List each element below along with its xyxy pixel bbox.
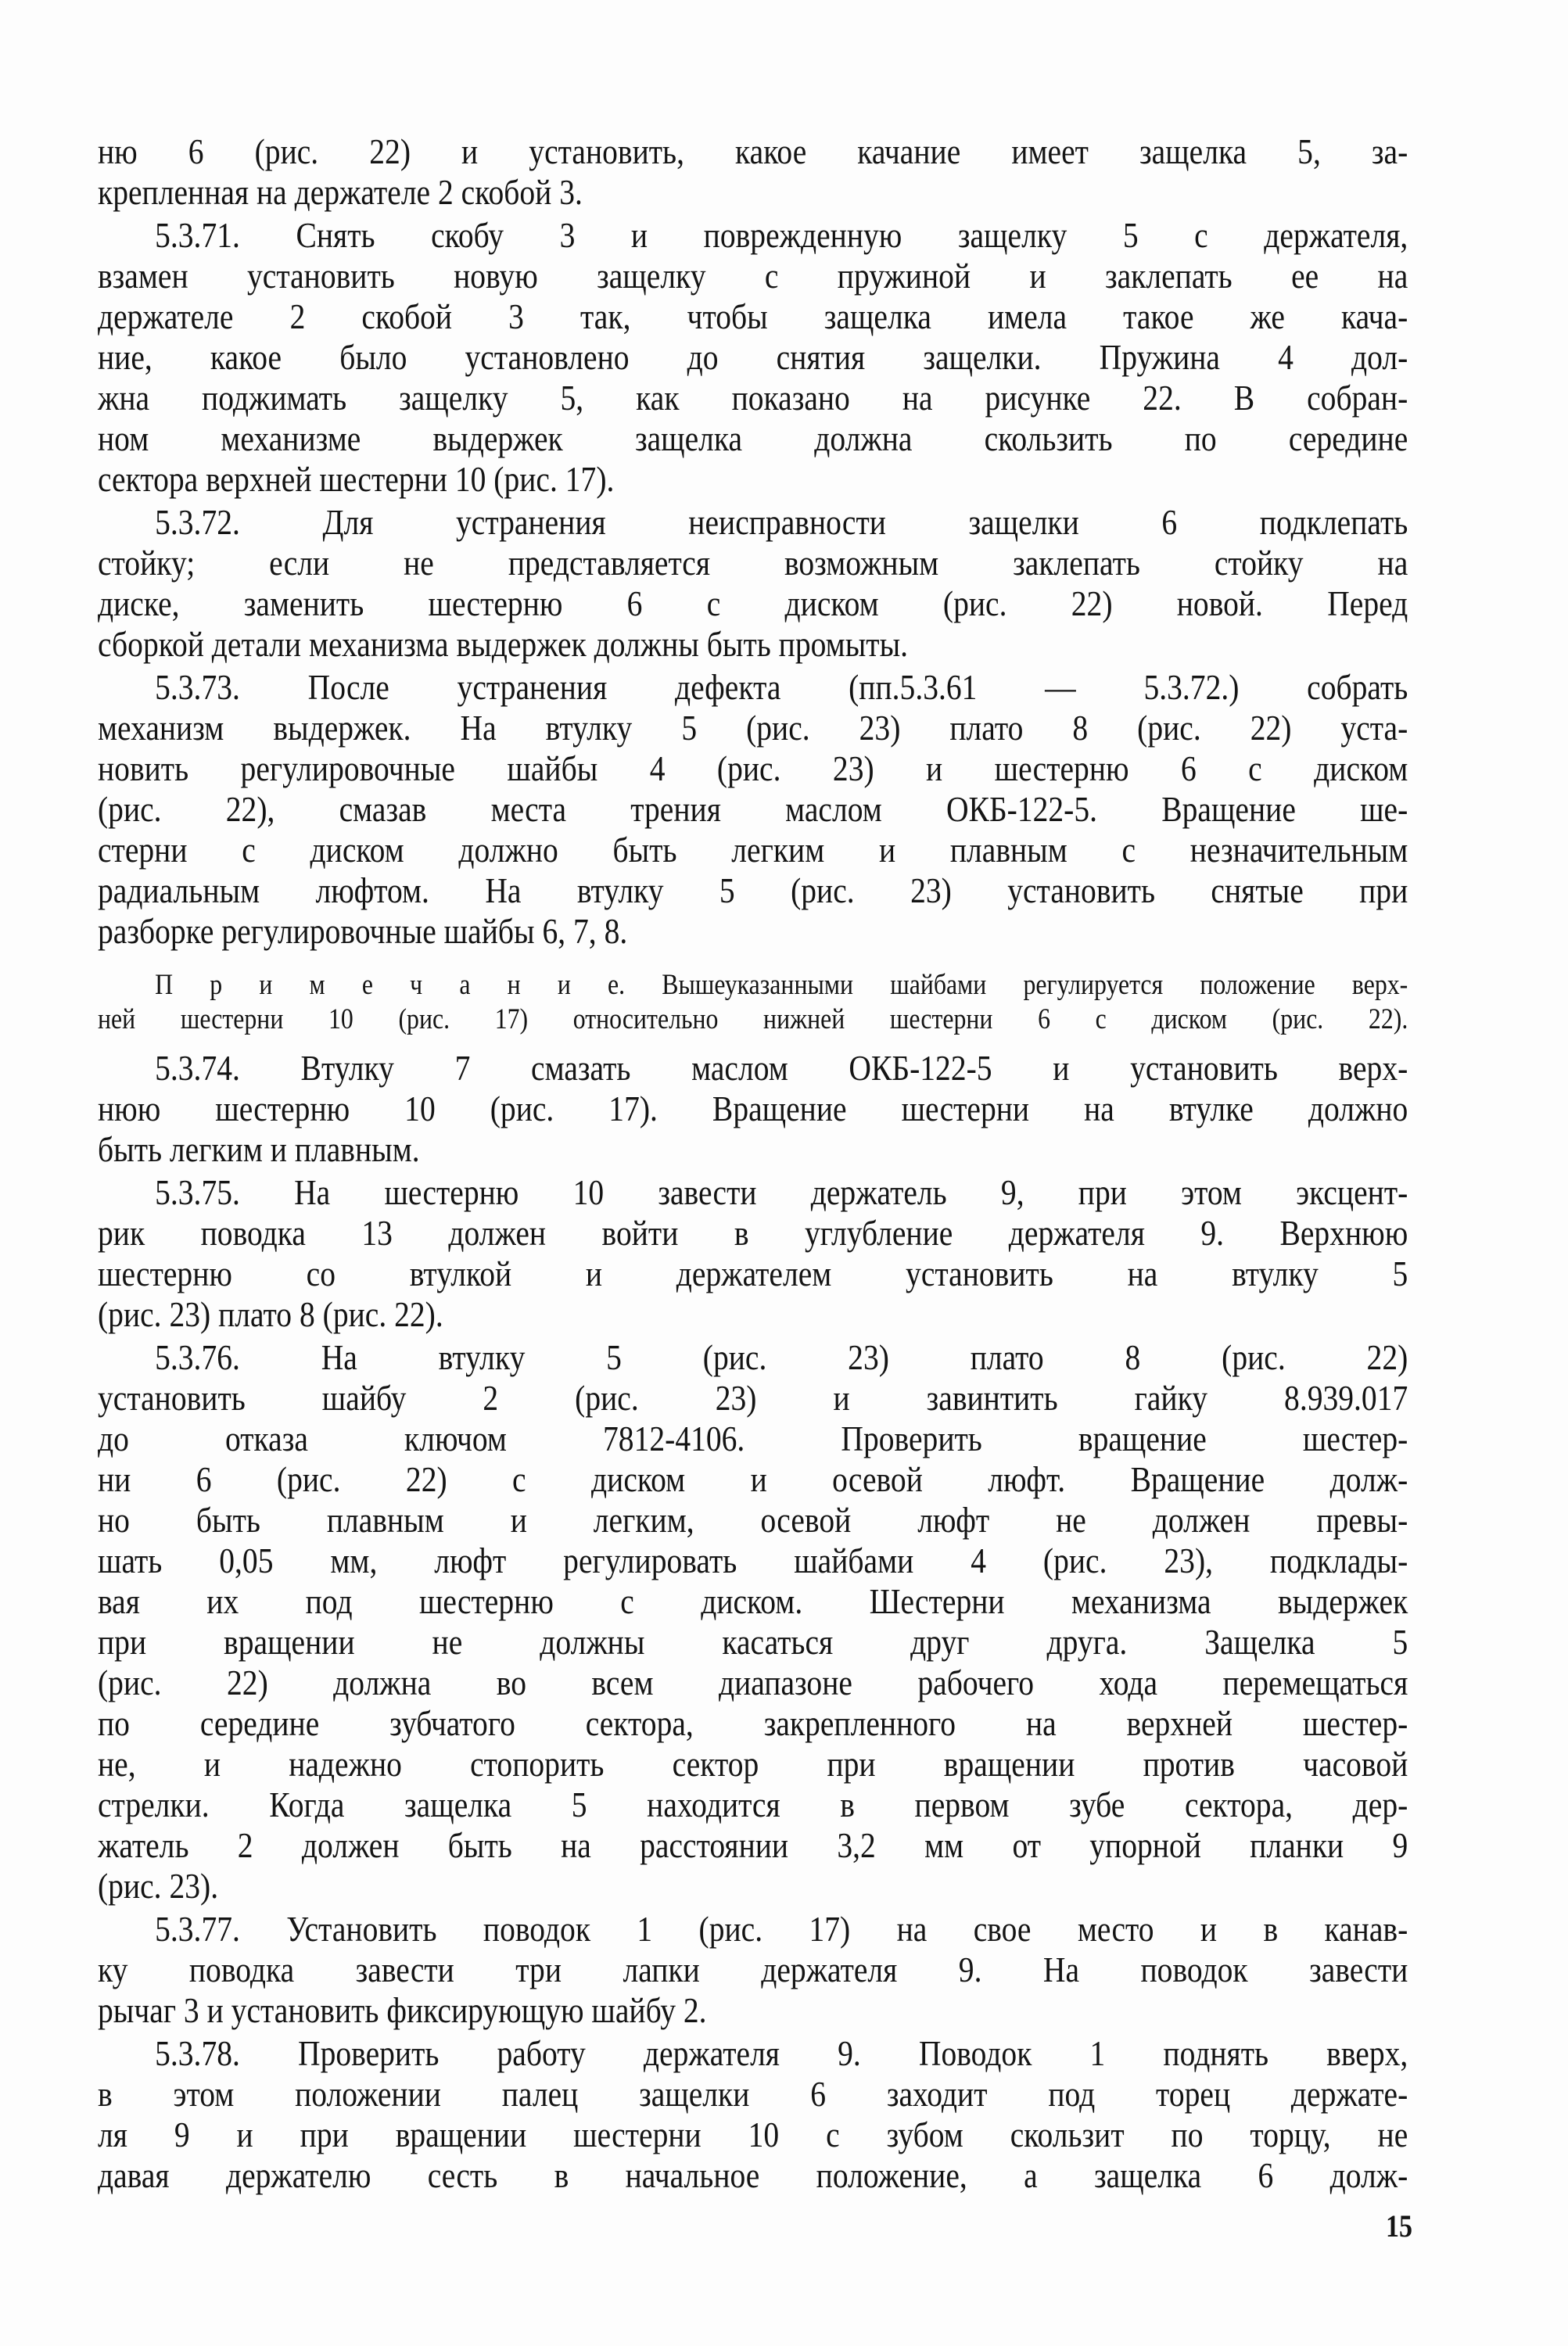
- text-line: до отказа ключом 7812-4106. Проверить вращение шестер-: [98, 1419, 1408, 1458]
- text-line: сектора верхней шестерни 10 (рис. 17).: [98, 459, 615, 499]
- text-line: ном механизме выдержек защелка должна скользить по середине: [98, 418, 1408, 458]
- text-line: давая держателю сесть в начальное положение, а защелка 6 долж-: [98, 2155, 1408, 2195]
- text-line: в этом положении палец защелки 6 заходит под торец держате-: [98, 2074, 1408, 2114]
- text-line: жатель 2 должен быть на расстоянии 3,2 мм от упорной планки 9: [98, 1825, 1408, 1865]
- text-line: 5.3.74. Втулку 7 смазать маслом ОКБ-122-5 и установить верх-: [155, 1048, 1408, 1088]
- text-line: ние, какое было установлено до снятия защелки. Пружина 4 дол-: [98, 337, 1408, 377]
- text-line: при вращении не должны касаться друг друга. Защелка 5: [98, 1622, 1408, 1662]
- text-line: 5.3.76. На втулку 5 (рис. 23) плато 8 (рис. 22): [155, 1337, 1408, 1377]
- text-line: крепленная на держателе 2 скобой 3.: [98, 172, 583, 212]
- text-line: шестерню со втулкой и держателем установить на втулку 5: [98, 1254, 1408, 1293]
- text-line: нюю шестерню 10 (рис. 17). Вращение шестерни на втулке должно: [98, 1089, 1408, 1128]
- text-line: сборкой детали механизма выдержек должны быть промыты.: [98, 624, 909, 664]
- text-line: вая их под шестерню с диском. Шестерни механизма выдержек: [98, 1581, 1408, 1621]
- text-line: 5.3.75. На шестерню 10 завести держатель 9, при этом эксцент-: [155, 1172, 1408, 1212]
- text-line: стрелки. Когда защелка 5 находится в первом зубе сектора, дер-: [98, 1785, 1408, 1824]
- text-line: шать 0,05 мм, люфт регулировать шайбами 4 (рис. 23), подклады-: [98, 1541, 1408, 1580]
- text-line: 5.3.77. Установить поводок 1 (рис. 17) на свое место и в канав-: [155, 1909, 1408, 1949]
- page-number: 15: [1386, 2208, 1412, 2244]
- text-line: стерни с диском должно быть легким и плавным с незначительным: [98, 830, 1408, 870]
- text-line: не, и надежно стопорить сектор при вращении против часовой: [98, 1744, 1408, 1784]
- text-line: 5.3.78. Проверить работу держателя 9. Поводок 1 поднять вверх,: [155, 2033, 1408, 2073]
- text-line: ни 6 (рис. 22) с диском и осевой люфт. Вращение долж-: [98, 1459, 1408, 1499]
- text-line: установить шайбу 2 (рис. 23) и завинтить гайку 8.939.017: [98, 1378, 1408, 1418]
- text-line: разборке регулировочные шайбы 6, 7, 8.: [98, 911, 628, 951]
- text-line: новить регулировочные шайбы 4 (рис. 23) и шестерню 6 с диском: [98, 748, 1408, 788]
- text-line: рик поводка 13 должен войти в углубление держателя 9. Верхнюю: [98, 1213, 1408, 1253]
- text-line: держателе 2 скобой 3 так, чтобы защелка имела такое же кача-: [98, 296, 1408, 336]
- text-line: ку поводка завести три лапки держателя 9. На поводок завести: [98, 1950, 1408, 1989]
- text-line: (рис. 23).: [98, 1866, 219, 1906]
- text-line: рычаг 3 и установить фиксирующую шайбу 2.: [98, 1990, 707, 2030]
- text-line: 5.3.72. Для устранения неисправности защелки 6 подклепать: [155, 502, 1408, 542]
- text-line: 5.3.73. После устранения дефекта (пп.5.3.61 — 5.3.72.) собрать: [155, 667, 1408, 707]
- text-line: диске, заменить шестерню 6 с диском (рис. 22) новой. Перед: [98, 583, 1408, 623]
- text-line: ней шестерни 10 (рис. 17) относительно нижней шестерни 6 с диском (рис. 22).: [98, 1003, 1408, 1035]
- text-line: по середине зубчатого сектора, закрепленного на верхней шестер-: [98, 1703, 1408, 1743]
- text-line: взамен установить новую защелку с пружиной и заклепать ее на: [98, 256, 1408, 296]
- text-line: ля 9 и при вращении шестерни 10 с зубом скользит по торцу, не: [98, 2115, 1408, 2154]
- text-line: но быть плавным и легким, осевой люфт не должен превы-: [98, 1500, 1408, 1540]
- text-line: радиальным люфтом. На втулку 5 (рис. 23) установить снятые при: [98, 870, 1408, 910]
- text-line: ню 6 (рис. 22) и установить, какое качание имеет защелка 5, за-: [98, 131, 1408, 171]
- text-line: механизм выдержек. На втулку 5 (рис. 23) плато 8 (рис. 22) уста-: [98, 708, 1408, 748]
- text-line: П р и м е ч а н и е. Вышеуказанными шайбами регулируется положение верх-: [155, 969, 1408, 1001]
- text-line: жна поджимать защелку 5, как показано на рисунке 22. В собран-: [98, 378, 1408, 418]
- text-line: 5.3.71. Снять скобу 3 и поврежденную защелку 5 с держателя,: [155, 215, 1408, 255]
- text-line: стойку; если не представляется возможным заклепать стойку на: [98, 543, 1408, 583]
- text-line: (рис. 22), смазав места трения маслом ОКБ-122-5. Вращение ше-: [98, 789, 1408, 829]
- text-line: (рис. 22) должна во всем диапазоне рабочего хода перемещаться: [98, 1663, 1408, 1702]
- text-line: быть легким и плавным.: [98, 1129, 420, 1169]
- text-line: (рис. 23) плато 8 (рис. 22).: [98, 1294, 443, 1334]
